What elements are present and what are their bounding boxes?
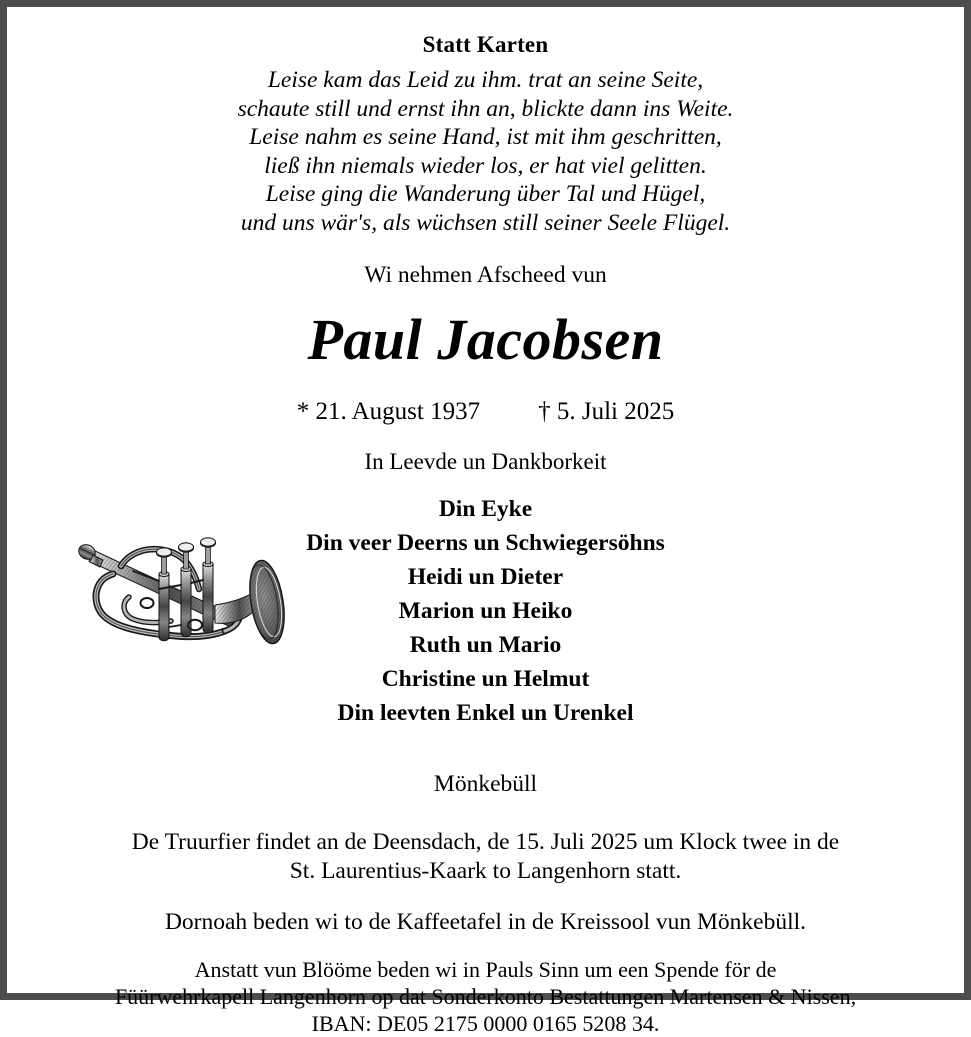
notice-content [7, 7, 964, 1036]
service-line: De Truurfier findet an de Deensdach, de 15. Juli 2025 um Klock twee in de [131, 829, 840, 855]
service-line: St. Laurentius-Kaark to Langenhorn statt. [289, 858, 682, 884]
poem-line: Leise ging die Wanderung über Tal und Hügel, [265, 181, 706, 207]
donation-line: Füürwehrkapell Langenhorn op dat Sonderkonto Bestattungen Martensen & Nissen, [114, 983, 857, 1009]
survivor-line: Din leevten Enkel un Urenkel [337, 699, 634, 726]
memorial-poem [37, 66, 934, 237]
poem-line: ließ ihn niemals wieder los, er hat viel gelitten. [264, 152, 707, 179]
donation-line: Anstatt vun Blööme beden wi in Pauls Sinn um een Spende för de [194, 956, 777, 982]
survivor-line: Christine un Helmut [381, 665, 590, 692]
survivor-line: Marion un Heiko [398, 597, 573, 624]
survivor-line: Heidi un Dieter [407, 563, 564, 590]
survivors-list [37, 492, 934, 730]
survivor-line: Din veer Deerns un Schwiegersöhns [306, 529, 665, 556]
life-dates [37, 399, 934, 424]
donation-info [37, 956, 934, 1037]
poem-line: schaute still und ernst ihn an, blickte dann ins Weite. [237, 95, 734, 122]
poem-line: Leise kam das Leid zu ihm. trat an seine Seite, [267, 67, 704, 93]
death-date: † 5. Juli 2025 [538, 397, 675, 425]
service-details [37, 828, 934, 886]
donation-iban: IBAN: DE05 2175 0000 0165 5208 34. [311, 1010, 660, 1036]
birth-date: * 21. August 1937 [296, 397, 481, 425]
statt-karten-heading: Statt Karten [422, 32, 549, 57]
survivor-line: Ruth un Mario [409, 631, 562, 658]
survivor-line: Din Eyke [438, 495, 533, 522]
poem-line: und uns wär's, als wüchsen still seiner Seele Flügel. [240, 209, 731, 236]
place-name: Mönkebüll [433, 770, 538, 797]
reception-info: Dornoah beden wi to de Kaffeetafel in de Kreissool vun Mönkebüll. [164, 909, 807, 935]
farewell-text: Wi nehmen Afscheed vun [364, 262, 607, 288]
deceased-name: Paul Jacobsen [307, 306, 664, 372]
poem-line: Leise nahm es seine Hand, ist mit ihm geschritten, [249, 124, 722, 150]
gratitude-text: In Leevde un Dankborkeit [364, 448, 607, 474]
